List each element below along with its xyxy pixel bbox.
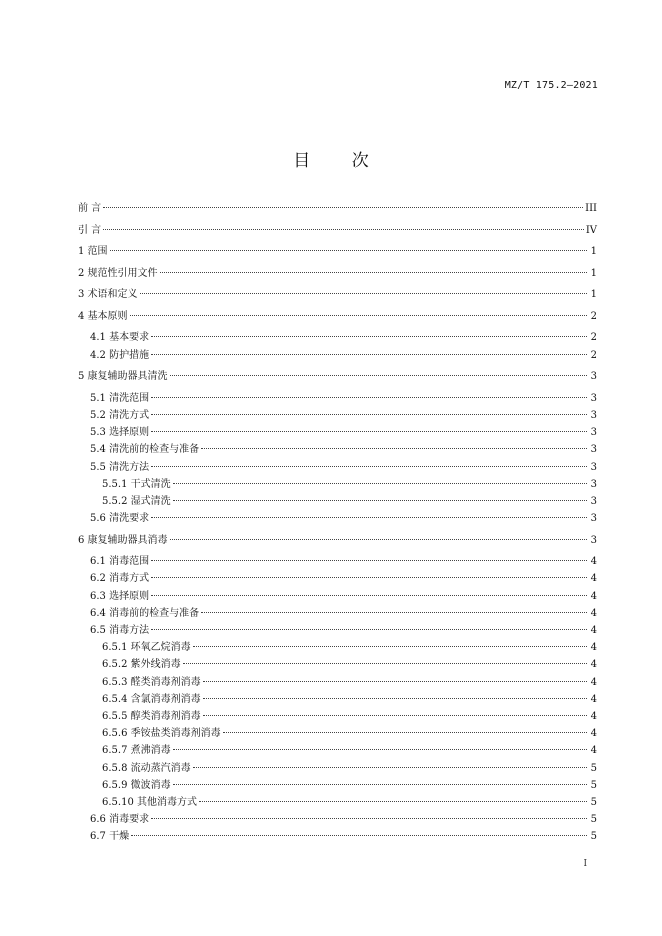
toc-entry-label: 6.4 消毒前的检查与准备 [90, 607, 200, 619]
toc-entry-label: 6.5.3 醛类消毒剂消毒 [102, 676, 201, 688]
toc-entry-label: 5.4 清洗前的检查与准备 [90, 444, 200, 456]
toc-entry[interactable] [78, 390, 597, 407]
toc-entry-page: 5 [590, 796, 597, 808]
toc-entry[interactable] [78, 308, 597, 325]
toc-entry-page: 4 [590, 590, 597, 602]
toc-dot-leader [151, 818, 587, 819]
toc-dot-leader [203, 715, 587, 716]
page-number: I [583, 859, 587, 869]
toc-entry-label: 5.2 清洗方式 [90, 410, 150, 421]
toc-entry[interactable] [78, 222, 597, 239]
toc-entry-label: 5.3 选择原则 [90, 427, 150, 439]
toc-dot-leader [201, 612, 587, 613]
toc-entry-page: 3 [590, 371, 597, 383]
toc-dot-leader [183, 663, 587, 664]
toc-entry[interactable] [78, 286, 597, 303]
toc-dot-leader [151, 629, 587, 630]
toc-entry-page: IV [585, 224, 597, 236]
toc-entry-page: 3 [590, 410, 597, 421]
toc-entry-label: 2 规范性引用文件 [78, 267, 158, 279]
toc-entry[interactable] [78, 725, 597, 742]
toc-entry[interactable] [78, 691, 597, 708]
toc-entry[interactable] [78, 459, 597, 476]
toc-entry[interactable] [78, 243, 597, 260]
toc-dot-leader [151, 560, 587, 561]
toc-entry[interactable] [78, 777, 597, 794]
toc-entry-page: 2 [590, 349, 597, 361]
toc-dot-leader [151, 397, 587, 398]
toc-entry-page: 3 [590, 478, 597, 490]
toc-entry-label: 5.5.1 干式清洗 [102, 478, 171, 490]
toc-entry-page: 3 [590, 427, 597, 439]
toc-dot-leader [151, 354, 587, 355]
toc-entry-label: 3 术语和定义 [78, 289, 138, 301]
toc-dot-leader [173, 483, 587, 484]
toc-entry-label: 5 康复辅助器具清洗 [78, 371, 168, 383]
toc-entry-label: 引 言 [78, 224, 102, 236]
toc-dot-leader [103, 229, 584, 230]
toc-entry[interactable] [78, 794, 597, 811]
toc-dot-leader [193, 767, 587, 768]
toc-dot-leader [130, 315, 587, 316]
toc-entry[interactable] [78, 532, 597, 549]
toc-entry-page: 3 [590, 444, 597, 456]
toc-dot-leader [173, 749, 587, 750]
toc-entry-label: 6.7 干燥 [90, 831, 130, 843]
toc-entry-page: 3 [590, 513, 597, 525]
toc-entry-page: 4 [590, 745, 597, 757]
toc-entry-page: 3 [590, 495, 597, 507]
toc-entry-label: 6.5.8 流动蒸汽消毒 [102, 762, 191, 774]
toc-entry-label: 6.2 消毒方式 [90, 573, 150, 585]
toc-entry[interactable] [78, 424, 597, 441]
toc-dot-leader [151, 595, 587, 596]
toc-entry-page: 4 [590, 693, 597, 705]
toc-entry[interactable] [78, 570, 597, 587]
document-code: MZ/T 175.2—2021 [504, 80, 598, 91]
toc-dot-leader [203, 681, 587, 682]
toc-dot-leader [140, 293, 587, 294]
toc-entry-page: 5 [590, 831, 597, 843]
toc-entry-page: 4 [590, 728, 597, 740]
table-of-contents [78, 200, 597, 845]
toc-entry-label: 5.1 清洗范围 [90, 392, 150, 404]
toc-dot-leader [173, 784, 587, 785]
toc-entry-page: 4 [590, 556, 597, 568]
toc-entry-label: 6.5.9 微波消毒 [102, 779, 171, 791]
toc-dot-leader [151, 336, 587, 337]
toc-dot-leader [173, 500, 587, 501]
toc-entry-label: 6.5 消毒方法 [90, 625, 150, 637]
toc-entry[interactable] [78, 368, 597, 385]
toc-dot-leader [110, 250, 587, 251]
toc-entry-page: 2 [590, 310, 597, 322]
toc-entry-page: 2 [590, 332, 597, 344]
toc-entry-label: 5.5 清洗方法 [90, 461, 150, 473]
toc-entry[interactable] [78, 553, 597, 570]
toc-entry-page: 5 [590, 779, 597, 791]
toc-entry[interactable] [78, 441, 597, 458]
toc-entry-label: 6.5.6 季铵盐类消毒剂消毒 [102, 728, 221, 740]
toc-entry-label: 6 康复辅助器具消毒 [78, 534, 168, 546]
toc-entry-page: 3 [590, 392, 597, 404]
toc-entry[interactable] [78, 329, 597, 346]
toc-entry-label: 6.5.4 含氯消毒剂消毒 [102, 693, 201, 705]
toc-entry-label: 6.5.1 环氧乙烷消毒 [102, 642, 191, 654]
toc-entry-label: 6.5.7 煮沸消毒 [102, 745, 171, 757]
toc-entry-page: 4 [590, 607, 597, 619]
toc-entry[interactable] [78, 674, 597, 691]
toc-entry-label: 6.5.5 醇类消毒剂消毒 [102, 710, 201, 722]
toc-entry-page: 3 [590, 461, 597, 473]
toc-dot-leader [151, 517, 587, 518]
toc-entry[interactable] [78, 656, 597, 673]
toc-dot-leader [201, 448, 587, 449]
toc-entry-page: 1 [590, 246, 597, 258]
toc-entry-page: 1 [590, 289, 597, 301]
toc-entry-page: 4 [590, 573, 597, 585]
toc-entry[interactable] [78, 708, 597, 725]
toc-entry-label: 6.1 消毒范围 [90, 556, 150, 568]
toc-entry-page: 4 [590, 676, 597, 688]
toc-entry[interactable] [78, 265, 597, 282]
toc-entry[interactable] [78, 493, 597, 510]
toc-dot-leader [170, 375, 587, 376]
toc-entry[interactable] [78, 476, 597, 493]
toc-entry-page: 3 [590, 534, 597, 546]
toc-entry-label: 6.5.2 紫外线消毒 [102, 659, 181, 671]
toc-dot-leader [103, 207, 583, 208]
toc-entry[interactable] [78, 510, 597, 527]
toc-dot-leader [151, 414, 587, 415]
toc-entry[interactable] [78, 588, 597, 605]
toc-entry-label: 6.3 选择原则 [90, 590, 150, 602]
toc-entry-page: 1 [590, 267, 597, 279]
toc-entry-page: 4 [590, 625, 597, 637]
page-title: 目 次 [293, 151, 387, 171]
toc-entry[interactable] [78, 407, 597, 424]
toc-entry[interactable] [78, 742, 597, 759]
toc-dot-leader [151, 577, 587, 578]
toc-entry-label: 4.1 基本要求 [90, 332, 150, 344]
toc-entry-page: III [585, 203, 597, 214]
toc-entry[interactable] [78, 200, 597, 217]
toc-dot-leader [223, 732, 587, 733]
toc-entry-label: 前 言 [78, 203, 102, 214]
toc-entry-label: 5.5.2 湿式清洗 [102, 495, 171, 507]
toc-dot-leader [160, 272, 587, 273]
toc-dot-leader [203, 698, 587, 699]
toc-entry-label: 1 范围 [78, 246, 108, 258]
toc-entry-label: 5.6 清洗要求 [90, 513, 150, 525]
toc-entry-page: 5 [590, 762, 597, 774]
toc-dot-leader [151, 466, 587, 467]
toc-entry-label: 4 基本原则 [78, 310, 128, 322]
toc-entry-page: 4 [590, 659, 597, 671]
toc-entry[interactable] [78, 639, 597, 656]
toc-dot-leader [151, 431, 587, 432]
toc-dot-leader [193, 646, 587, 647]
toc-entry-page: 4 [590, 642, 597, 654]
toc-dot-leader [170, 539, 587, 540]
toc-entry[interactable] [78, 622, 597, 639]
toc-entry-page: 5 [590, 814, 597, 826]
toc-dot-leader [199, 801, 587, 802]
toc-entry[interactable] [78, 828, 597, 845]
toc-entry-label: 6.6 消毒要求 [90, 814, 150, 826]
toc-entry[interactable] [78, 760, 597, 777]
toc-entry-label: 4.2 防护措施 [90, 349, 150, 361]
toc-entry[interactable] [78, 605, 597, 622]
toc-dot-leader [131, 835, 587, 836]
toc-entry-label: 6.5.10 其他消毒方式 [102, 796, 197, 808]
toc-entry[interactable] [78, 347, 597, 364]
toc-entry[interactable] [78, 811, 597, 828]
toc-entry-page: 4 [590, 710, 597, 722]
